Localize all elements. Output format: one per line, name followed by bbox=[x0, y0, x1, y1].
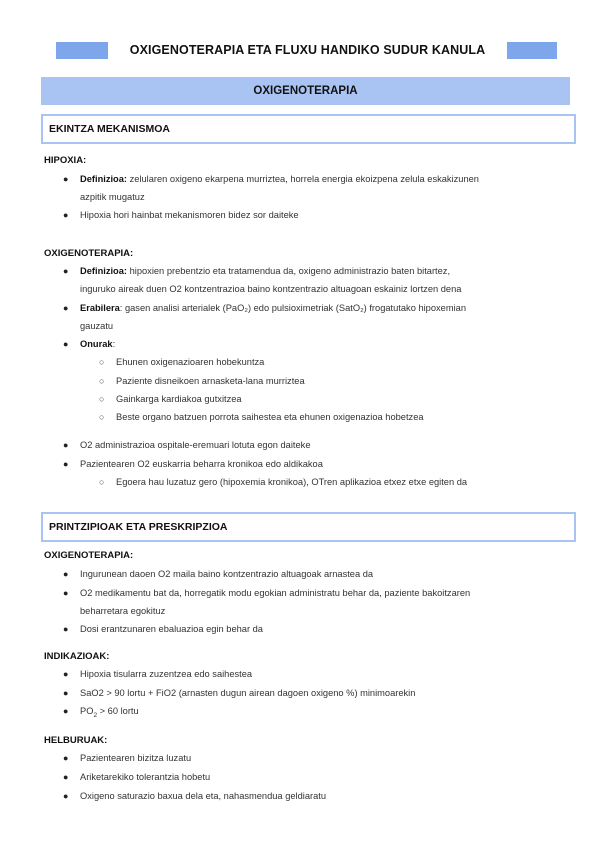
circle-bullet-icon: ○ bbox=[99, 376, 105, 386]
list-item-text: Dosi erantzunaren ebaluazioa egin behar da bbox=[80, 624, 263, 634]
definition-text: zelularen oxigeno ekarpena murriztea, horrela energia ekoizpena zelula eskakizunen bbox=[127, 174, 479, 184]
subheading-indikazioak: INDIKAZIOAK: bbox=[44, 651, 110, 662]
definition-text-cont: azpitik mugatuz bbox=[80, 192, 145, 202]
bullet-icon: ● bbox=[63, 303, 69, 313]
onurak-colon: : bbox=[112, 339, 116, 349]
list-item bbox=[63, 436, 560, 454]
sub-list-item-text: Ehunen oxigenazioaren hobekuntza bbox=[116, 357, 265, 367]
list-item bbox=[63, 584, 560, 620]
bullet-icon: ● bbox=[63, 791, 69, 801]
section-banner-oxigenoterapia: OXIGENOTERAPIA bbox=[41, 77, 570, 105]
circle-bullet-icon: ○ bbox=[99, 357, 105, 367]
list-item bbox=[63, 206, 560, 224]
bullet-icon: ● bbox=[63, 459, 69, 469]
definition-text-cont: inguruko aireak duen O2 kontzentrazioa baino kontzentrazio altuagoan eskainiz lortzen dena bbox=[80, 284, 462, 294]
list-item-text-cont: beharretara egokituz bbox=[80, 606, 166, 616]
subheading-hipoxia: HIPOXIA: bbox=[44, 155, 87, 166]
list-item-text: Hipoxia tisularra zuzentzea edo saihestea bbox=[80, 669, 253, 679]
onurak-label: Onurak bbox=[80, 339, 113, 349]
list-item bbox=[63, 620, 560, 638]
list-item-text: O2 medikamentu bat da, horregatik modu egokian administratu behar da, paziente bakoitzaren bbox=[80, 588, 471, 598]
sub-list-item bbox=[99, 473, 566, 491]
list-item bbox=[63, 262, 560, 298]
subheading-oxigenoterapia: OXIGENOTERAPIA: bbox=[44, 248, 134, 259]
bullet-icon: ● bbox=[63, 588, 69, 598]
list-item bbox=[63, 665, 560, 683]
subheading-helburuak: HELBURUAK: bbox=[44, 735, 108, 746]
bullet-icon: ● bbox=[63, 440, 69, 450]
list-item bbox=[63, 768, 560, 786]
list-item bbox=[63, 565, 560, 583]
sub-list-item bbox=[99, 390, 566, 408]
erabilera-text-cont: gauzatu bbox=[80, 321, 114, 331]
sub-list-item bbox=[99, 353, 566, 371]
subscript: 2 bbox=[93, 711, 98, 719]
bullet-icon: ● bbox=[63, 339, 69, 349]
list-item-text: Ariketarekiko tolerantzia hobetu bbox=[80, 772, 211, 782]
erabilera-text: : gasen analisi arterialek (PaO₂) edo pulsioximetriak (SatO₂) frogatutako hipoxemian bbox=[119, 303, 466, 313]
definition-label: Definizioa: bbox=[80, 174, 128, 184]
list-item-text: O2 administrazioa ospitale-eremuari lotuta egon daiteke bbox=[80, 440, 311, 450]
sub-list-item-text: Paziente disneikoen arnasketa-lana murriztea bbox=[116, 376, 305, 386]
bullet-icon: ● bbox=[63, 174, 69, 184]
list-item bbox=[63, 684, 560, 702]
circle-bullet-icon: ○ bbox=[99, 394, 105, 404]
title-accent-left bbox=[56, 42, 108, 59]
bullet-icon: ● bbox=[63, 772, 69, 782]
bullet-icon: ● bbox=[63, 753, 69, 763]
definition-text: hipoxien prebentzio eta tratamendua da, oxigeno administrazio baten bitartez, bbox=[127, 266, 451, 276]
list-item-text-b: > 60 lortu bbox=[97, 706, 139, 716]
document-title: OXIGENOTERAPIA ETA FLUXU HANDIKO SUDUR KANULA bbox=[129, 43, 486, 57]
circle-bullet-icon: ○ bbox=[99, 477, 105, 487]
bullet-icon: ● bbox=[63, 688, 69, 698]
sub-list-item-text: Egoera hau luzatuz gero (hipoxemia kronikoa), OTren aplikazioa etxez etxe egiten da bbox=[116, 477, 468, 487]
list-item bbox=[63, 299, 560, 335]
list-item-text: Pazientearen O2 euskarria beharra kronikoa edo aldikakoa bbox=[80, 459, 323, 469]
list-item-text: Oxigeno saturazio baxua dela eta, nahasmendua geldiaratu bbox=[80, 791, 327, 801]
list-item-text: SaO2 > 90 lortu + FiO2 (arnasten dugun airean dagoen oxigeno %) minimoarekin bbox=[80, 688, 416, 698]
circle-bullet-icon: ○ bbox=[99, 412, 105, 422]
bullet-icon: ● bbox=[63, 624, 69, 634]
title-accent-right bbox=[507, 42, 557, 59]
sub-list-item bbox=[99, 372, 566, 390]
list-item bbox=[63, 335, 560, 353]
subheading-oxigenoterapia: OXIGENOTERAPIA: bbox=[44, 550, 134, 561]
list-item-text: Hipoxia hori hainbat mekanismoren bidez sor daiteke bbox=[80, 210, 299, 220]
list-item bbox=[63, 455, 560, 473]
list-item bbox=[63, 170, 560, 206]
bullet-icon: ● bbox=[63, 669, 69, 679]
bullet-icon: ● bbox=[63, 266, 69, 276]
sub-list-item-text: Gainkarga kardiakoa gutxitzea bbox=[116, 394, 242, 404]
heading-ekintza-mekanismoa: EKINTZA MEKANISMOA bbox=[41, 114, 576, 144]
document-title-row bbox=[56, 41, 557, 59]
list-item bbox=[63, 749, 560, 767]
list-item-text: Ingurunean daoen O2 maila baino kontzentrazio altuagoak arnastea da bbox=[80, 569, 374, 579]
list-item-text: Pazientearen bizitza luzatu bbox=[80, 753, 192, 763]
bullet-icon: ● bbox=[63, 210, 69, 220]
bullet-icon: ● bbox=[63, 569, 69, 579]
list-item bbox=[63, 702, 560, 725]
list-item-text: PO bbox=[80, 706, 94, 716]
bullet-icon: ● bbox=[63, 706, 69, 716]
definition-label: Definizioa: bbox=[80, 266, 128, 276]
sub-list-item-text: Beste organo batzuen porrota saihestea eta ehunen oxigenazioa hobetzea bbox=[116, 412, 424, 422]
sub-list-item bbox=[99, 408, 566, 426]
heading-printzipioak-eta-preskripzioa: PRINTZIPIOAK ETA PRESKRIPZIOA bbox=[41, 512, 576, 542]
list-item bbox=[63, 787, 560, 805]
erabilera-label: Erabilera bbox=[80, 303, 120, 313]
